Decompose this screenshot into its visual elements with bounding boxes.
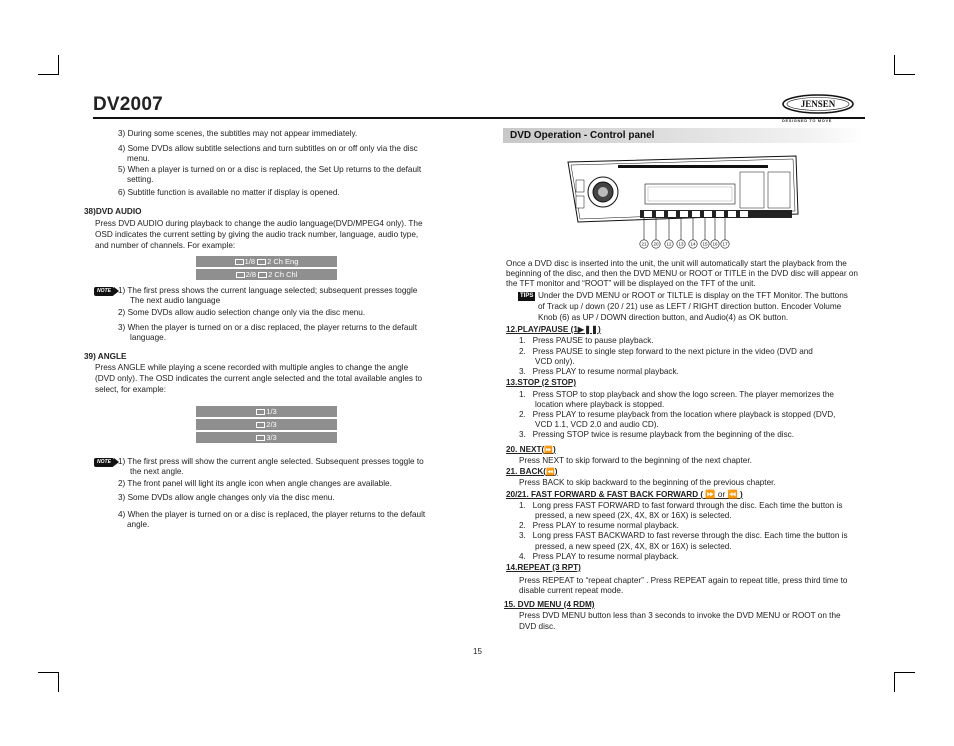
svg-text:16: 16 [712, 241, 718, 247]
ff-fb-item-cont: pressed, a new speed (2X, 4X, 8X or 16X) is selected. [535, 511, 732, 520]
subtitle-note-cont: menu. [127, 154, 150, 163]
note-icon: NOTE [94, 458, 114, 467]
back-heading: 21. BACK(⏪) [506, 467, 558, 476]
crop-mark [894, 672, 895, 692]
model-title: DV2007 [93, 94, 163, 115]
svg-text:12: 12 [666, 241, 672, 247]
angle-note-cont: the next angle. [130, 467, 184, 476]
ff-fb-item: 2. Press PLAY to resume normal playback. [519, 521, 679, 530]
dvd-menu-text: Press DVD MENU button less than 3 seconds to invoke the DVD MENU or ROOT on the [519, 611, 841, 620]
tips-text: Knob (6) as UP / DOWN direction button, and Audio(4) as OK button. [538, 313, 789, 322]
angle-text: Press ANGLE while playing a scene recorded with multiple angles to change the angle [95, 363, 409, 372]
dvd-audio-heading: 38)DVD AUDIO [84, 207, 142, 216]
angle-text: (DVD only). The OSD indicates the current angle selected and the total available angles to [95, 374, 423, 383]
svg-text:14: 14 [690, 241, 696, 247]
tips-text: of Track up / down (20 / 21) use as LEFT / RIGHT direction button. Encoder Volume [538, 302, 842, 311]
osd-angle-row: 2/3 [196, 419, 337, 430]
stop-item: 2. Press PLAY to resume playback from the location where playback is stopped (DVD, [519, 410, 836, 419]
subtitle-note: 3) During some scenes, the subtitles may not appear immediately. [118, 129, 358, 138]
crop-mark [38, 672, 58, 673]
audio-note: 1) The first press shows the current language selected; subsequent presses toggle [118, 286, 418, 295]
subtitle-note: 6) Subtitle function is available no matter if display is opened. [118, 188, 340, 197]
osd-angle-row: 3/3 [196, 432, 337, 443]
repeat-heading: 14.REPEAT (3 RPT) [506, 563, 581, 572]
osd-screen-icon [236, 272, 245, 278]
osd-screen-icon [256, 422, 265, 428]
osd-screen-icon [256, 435, 265, 441]
dvd-menu-heading: 15. DVD MENU (4 RDM) [504, 600, 595, 609]
next-track-icon: ⏩ [705, 490, 716, 499]
next-track-icon: ⏩ [544, 447, 553, 454]
dvd-audio-text: OSD indicates the current setting by giving the audio track number, language, audio type, [95, 230, 419, 239]
stop-item-cont: VCD 1.1, VCD 2.0 and audio CD). [535, 420, 659, 429]
stop-item-cont: location where playback is stopped. [535, 400, 665, 409]
header-rule [93, 117, 865, 119]
audio-note: 3) When the player is turned on or a disc replaced, the player returns to the default [118, 323, 418, 332]
osd-screen-icon [256, 409, 265, 415]
section-title: DVD Operation - Control panel [510, 130, 655, 141]
angle-note: 4) When the player is turned on or a disc is replaced, the player returns to the default [118, 510, 426, 519]
crop-mark [38, 74, 58, 75]
stop-heading: 13.STOP (2 STOP) [506, 378, 577, 387]
osd-screen-icon [235, 259, 244, 265]
tips-text: Under the DVD MENU or ROOT or TILTLE is display on the TFT Monitor. The buttons [538, 291, 848, 300]
control-panel-diagram [560, 150, 806, 252]
angle-note: 2) The front panel will light its angle icon when angle changes are available. [118, 479, 392, 488]
play-pause-item-cont: VCD only). [535, 357, 575, 366]
crop-mark [58, 55, 59, 75]
crop-mark [894, 55, 895, 75]
repeat-text: Press REPEAT to “repeat chapter” . Press REPEAT again to repeat title, press third time to [519, 576, 848, 585]
svg-text:21: 21 [641, 241, 647, 247]
svg-text:20: 20 [653, 241, 659, 247]
subtitle-note: 5) When a player is turned on or a disc is replaced, the Set Up returns to the default [118, 165, 422, 174]
jensen-logo [782, 94, 854, 114]
play-pause-item: 2. Press PAUSE to single step forward to the next picture in the video (DVD and [519, 347, 813, 356]
repeat-text: disable current repeat mode. [519, 586, 624, 595]
ff-fb-heading: 20/21. FAST FORWARD & FAST BACK FORWARD ( ⏩ or ⏪ ) [506, 490, 743, 499]
brand-tagline: DESIGNED TO MOVE [782, 118, 832, 123]
crop-mark [58, 672, 59, 692]
osd-screen-icon [257, 259, 266, 265]
intro-text: Once a DVD disc is inserted into the unit, the unit will automatically start the playback from the [506, 259, 847, 268]
subtitle-note: 4) Some DVDs allow subtitle selections and turn subtitles on or off only via the disc [118, 144, 418, 153]
audio-note: 2) Some DVDs allow audio selection change only via the disc menu. [118, 308, 366, 317]
crop-mark [895, 672, 915, 673]
osd-screen-icon [258, 272, 267, 278]
angle-heading: 39) ANGLE [84, 352, 127, 361]
play-pause-item: 1. Press PAUSE to pause playback. [519, 336, 654, 345]
previous-track-icon: ⏪ [727, 490, 738, 499]
osd-audio-row: 1/8 2 Ch Eng [196, 256, 337, 267]
intro-text: beginning of the disc, and then the DVD MENU or ROOT or TITLE in the DVD disc will appear on [506, 269, 858, 278]
dvd-menu-text: DVD disc. [519, 622, 556, 631]
previous-track-icon: ⏪ [546, 469, 555, 476]
dvd-audio-text: Press DVD AUDIO during playback to change the audio language(DVD/MPEG4 only). The [95, 219, 423, 228]
dvd-audio-text: and number of channels. For example: [95, 241, 236, 250]
ff-fb-item-cont: pressed, a new speed (2X, 4X, 8X or 16X) is selected. [535, 542, 732, 551]
osd-angle-row: 1/3 [196, 406, 337, 417]
angle-note: 3) Some DVDs allow angle changes only via the disc menu. [118, 493, 335, 502]
osd-audio-row: 2/8 2 Ch Chl [196, 269, 337, 280]
angle-note: 1) The first press will show the current angle selected. Subsequent presses toggle to [118, 457, 424, 466]
crop-mark [895, 74, 915, 75]
svg-text:17: 17 [722, 241, 728, 247]
play-pause-icon: ▶❚❚ [577, 325, 598, 334]
audio-note-cont: language. [130, 333, 166, 342]
stop-item: 3. Pressing STOP twice is resume playback from the beginning of the disc. [519, 430, 795, 439]
svg-text:JENSEN: JENSEN [800, 99, 836, 109]
next-heading: 20. NEXT(⏩) [506, 445, 556, 454]
audio-note-cont: The next audio language [130, 296, 221, 305]
subtitle-note-cont: setting. [127, 175, 154, 184]
svg-text:13: 13 [678, 241, 684, 247]
angle-note-cont: angle. [127, 520, 150, 529]
stop-item: 1. Press STOP to stop playback and show the logo screen. The player memorizes the [519, 390, 834, 399]
next-text: Press NEXT to skip forward to the beginning of the next chapter. [519, 456, 752, 465]
ff-fb-item: 4. Press PLAY to resume normal playback. [519, 552, 679, 561]
page-number: 15 [473, 647, 482, 656]
play-pause-heading: 12.PLAY/PAUSE (1▶❚❚) [506, 325, 601, 334]
ff-fb-item: 1. Long press FAST FORWARD to fast forward through the disc. Each time the button is [519, 501, 843, 510]
play-pause-item: 3. Press PLAY to resume normal playback. [519, 367, 679, 376]
back-text: Press BACK to skip backward to the beginning of the previous chapter. [519, 478, 776, 487]
tips-icon: TIPS [520, 293, 534, 299]
intro-text: the TFT monitor and “ROOT” will be displayed on the TFT of the unit. [506, 279, 756, 288]
angle-text: select, for example: [95, 385, 166, 394]
svg-text:15: 15 [702, 241, 708, 247]
ff-fb-item: 3. Long press FAST BACKWARD to fast reverse through the disc. Each time the button is [519, 531, 848, 540]
note-icon: NOTE [94, 287, 114, 296]
